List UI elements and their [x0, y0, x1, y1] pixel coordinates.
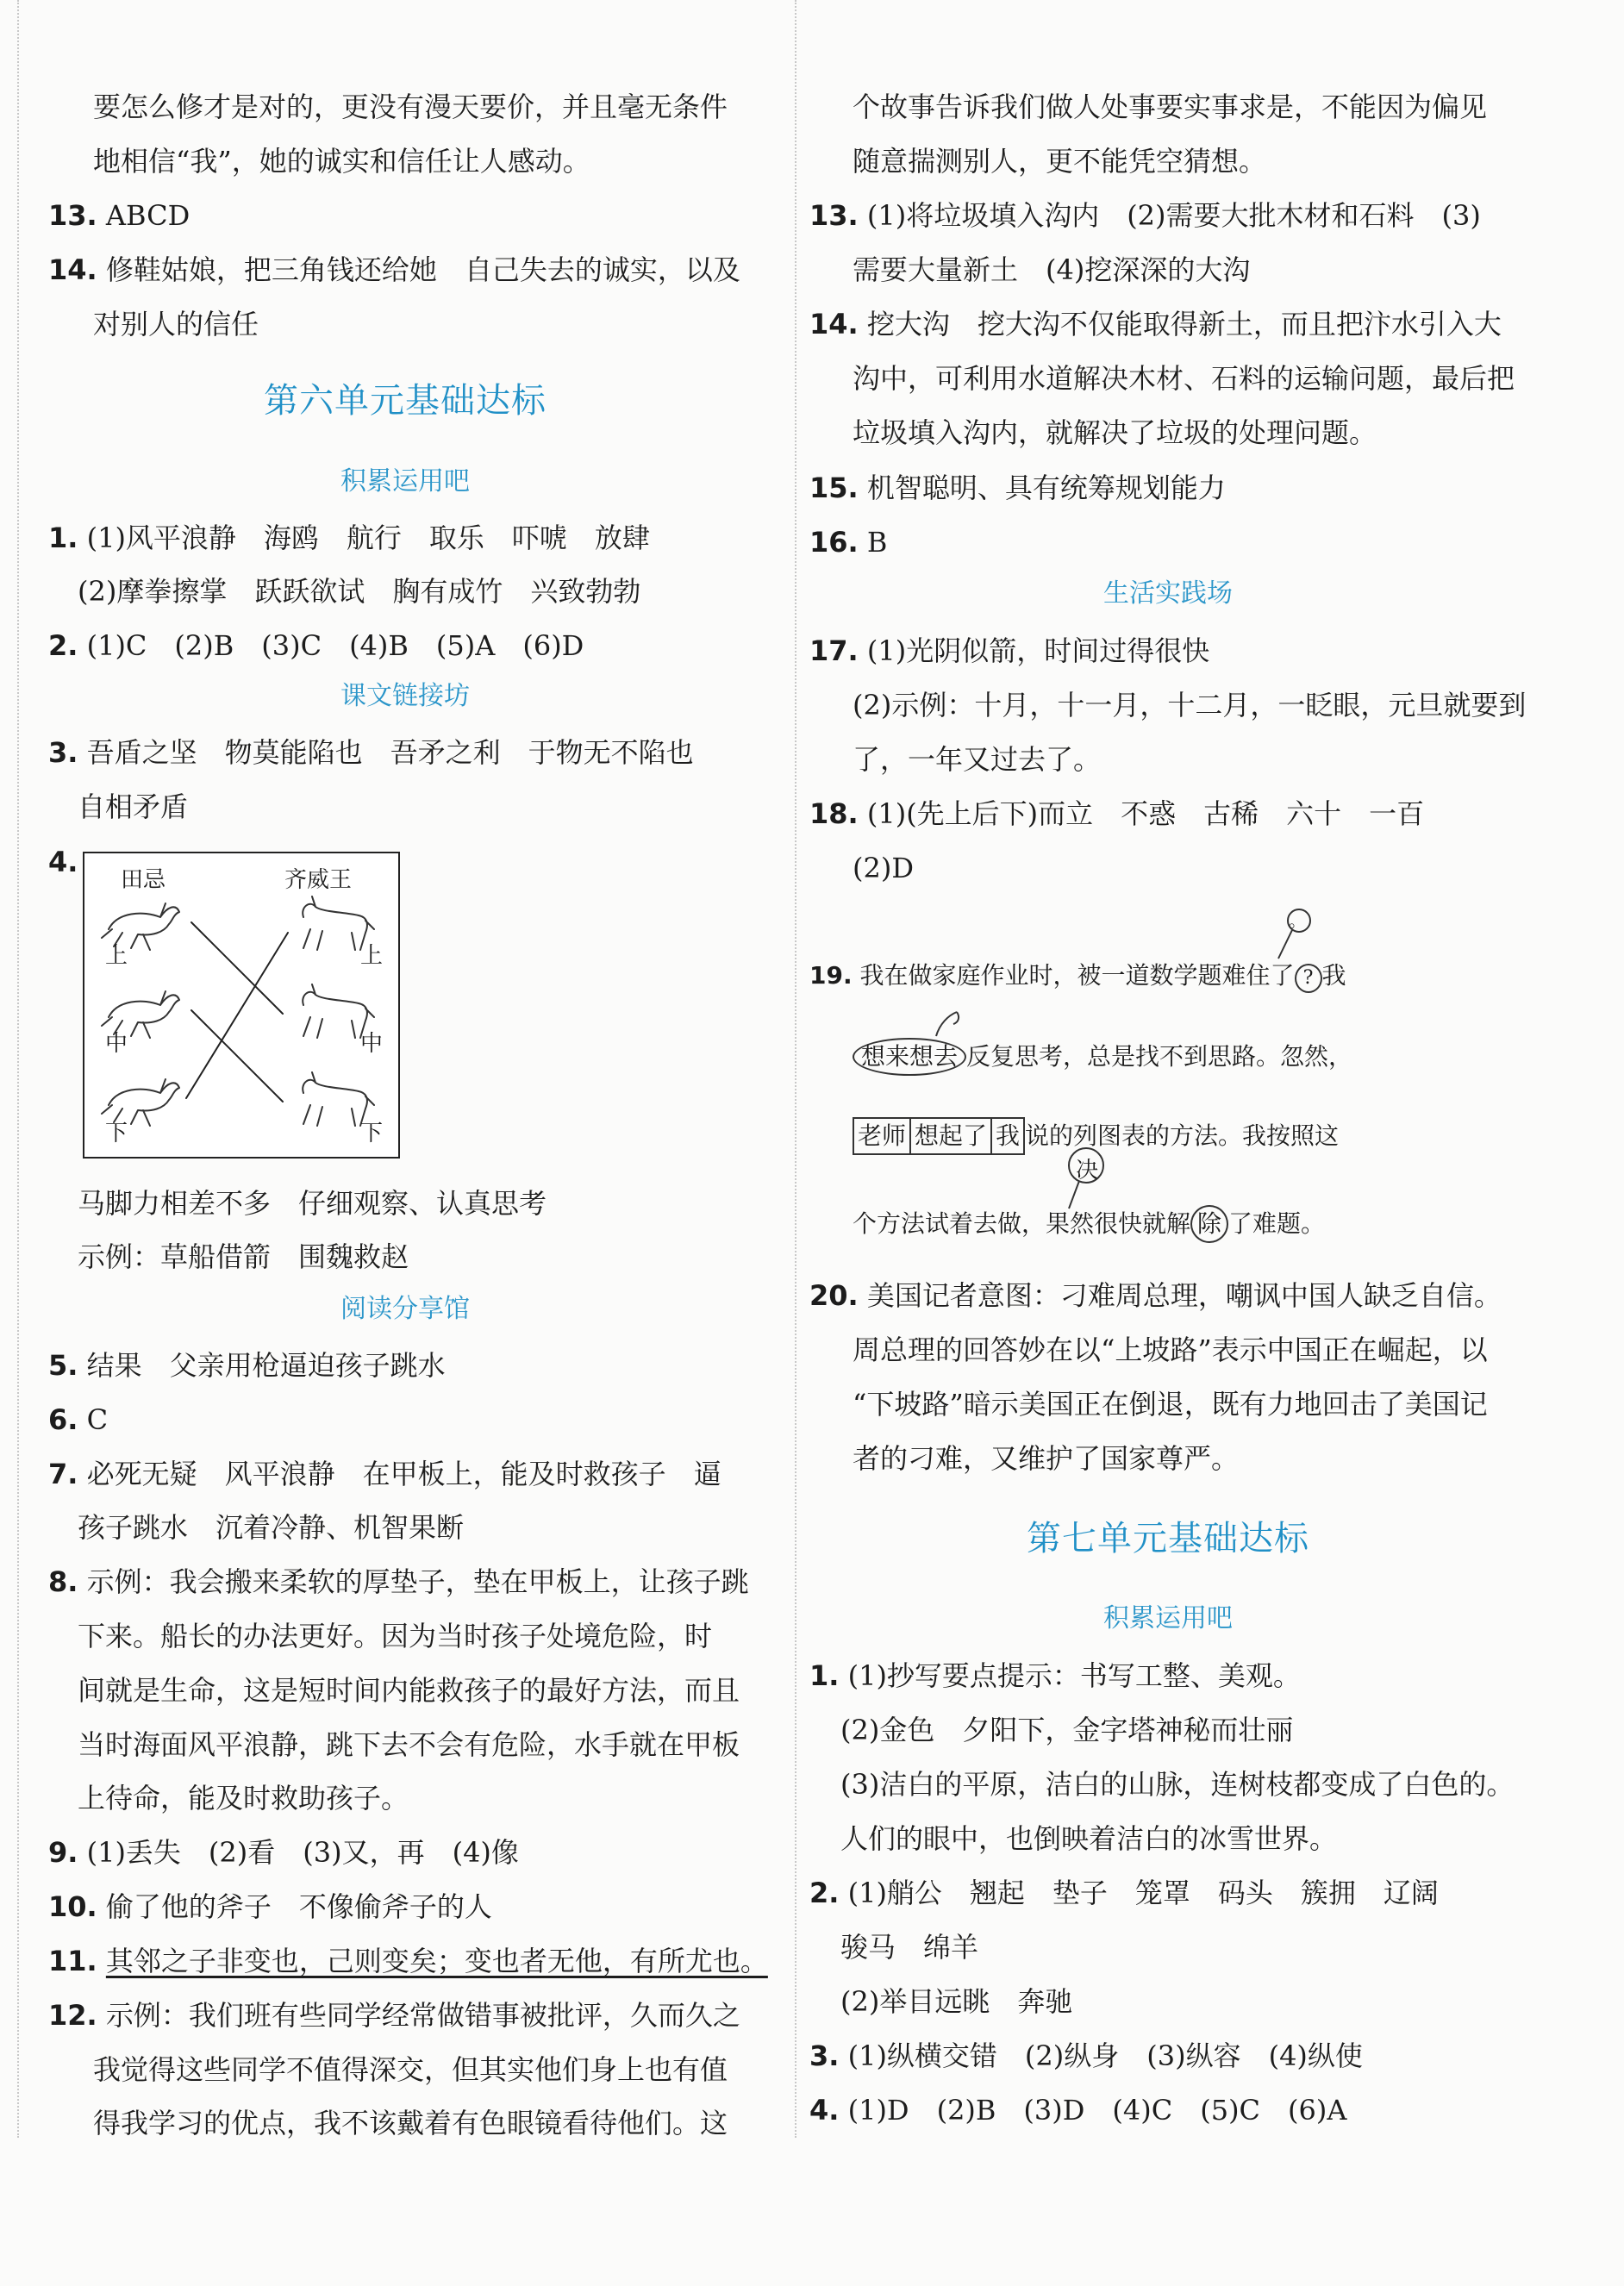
answer-5: 5. 结果 父亲用枪逼迫孩子跳水: [48, 1349, 446, 1382]
answer-12-cont: 我觉得这些同学不值得深交，但其实他们身上也有值: [93, 2053, 728, 2086]
answer-19-line2: 想来想去 反复思考，总是找不到思路。忽然，: [853, 1038, 1352, 1076]
answer-14: 14. 修鞋姑娘，把三角钱还给她 自己失去的诚实，以及: [48, 253, 740, 286]
horse-diagram-drawing: [84, 853, 398, 1157]
continued-text-line: 地相信“我”，她的诚实和信任让人感动。: [93, 145, 590, 178]
answer-8: 8. 示例：我会搬来柔软的厚垫子，垫在甲板上，让孩子跳: [48, 1565, 749, 1598]
diagram-right-title: 齐威王: [284, 867, 353, 893]
answer-7-1: 1. (1)抄写要点提示：书写工整、美观。: [809, 1659, 1301, 1692]
answer-15: 15. 机智聪明、具有统筹规划能力: [809, 472, 1226, 504]
answer-20-cont: “下坡路”暗示美国正在倒退，既有力地回击了美国记: [853, 1388, 1488, 1421]
answer-7-1-cont: 人们的眼中，也倒映着洁白的冰雪世界。: [840, 1822, 1338, 1855]
answer-7-2: 2. (1)艄公 翘起 垫子 笼罩 码头 簇拥 辽阔: [809, 1877, 1439, 1909]
answer-14: 14. 挖大沟 挖大沟不仅能取得新土，而且把汴水引入大: [809, 308, 1502, 340]
answer-7-cont: 孩子跳水 沉着冷静、机智果断: [78, 1511, 465, 1544]
left-margin-rule: [17, 0, 19, 2138]
match-line: [186, 933, 288, 1098]
answer-17-cont: (2)示例：十月，十一月，十二月，一眨眼，元旦就要到: [853, 689, 1527, 721]
column-divider: [795, 0, 796, 2138]
answer-7: 7. 必死无疑 风平浪静 在甲板上，能及时救孩子 逼: [48, 1458, 721, 1490]
section-title-accumulate-7: 积累运用吧: [1103, 1603, 1233, 1633]
unit7-title: 第七单元基础达标: [1027, 1519, 1309, 1558]
answer-12: 12. 示例：我们班有些同学经常做错事被批评，久而久之: [48, 1999, 740, 2032]
answer-9: 9. (1)丢失 (2)看 (3)又，再 (4)像: [48, 1836, 519, 1869]
section-title-reading: 阅读分享馆: [340, 1294, 470, 1324]
label-left-top: 上: [105, 943, 128, 969]
continued-text-line: 随意揣测别人，更不能凭空猜想。: [853, 145, 1267, 178]
answer-19-line4: 个方法试着去做，果然很快就解 除 了难题。: [853, 1205, 1325, 1243]
answer-11: 11. 其邻之子非变也，己则变矣；变也者无他，有所尤也。: [48, 1945, 768, 1977]
boxed-word: 我: [990, 1117, 1025, 1155]
answer-1: 1. (1)风平浪静 海鸥 航行 取乐 吓唬 放肆: [48, 522, 650, 554]
answer-19-line3: 老师 想起了 我 说的列图表的方法。我按照这: [853, 1117, 1339, 1155]
answer-3-cont: 自相矛盾: [78, 790, 189, 823]
label-left-mid: 中: [105, 1031, 128, 1057]
label-right-top: 上: [360, 943, 384, 969]
answer-10: 10. 偷了他的斧子 不像偷斧子的人: [48, 1890, 492, 1923]
answer-17-cont: 了，一年又过去了。: [853, 743, 1102, 776]
answer-18: 18. (1)(先上后下)而立 不惑 古稀 六十 一百: [809, 797, 1425, 830]
boxed-word: 老师: [853, 1117, 909, 1155]
answer-20-cont: 者的刁难，又维护了国家尊严。: [853, 1442, 1240, 1475]
section-title-text-link: 课文链接坊: [340, 681, 470, 711]
section-title-life-practice: 生活实践场: [1103, 578, 1233, 609]
answer-7-1-cont: (3)洁白的平原，洁白的山脉，连树枝都变成了白色的。: [840, 1768, 1515, 1801]
answer-1-cont: (2)摩拳擦掌 跃跃欲试 胸有成竹 兴致勃勃: [78, 575, 641, 608]
diagram-left-title: 田忌: [121, 867, 166, 893]
answer-7-1-cont: (2)金色 夕阳下，金字塔神秘而壮丽: [840, 1714, 1294, 1746]
continued-text-line: 个故事告诉我们做人处事要实事求是，不能因为偏见: [853, 91, 1488, 123]
answer-8-cont: 间就是生命，这是短时间内能救孩子的最好方法，而且: [78, 1674, 740, 1707]
answer-7-3: 3. (1)纵横交错 (2)纵身 (3)纵容 (4)纵使: [809, 2039, 1363, 2072]
section-title-accumulate: 积累运用吧: [340, 466, 470, 497]
answer-8-cont: 上待命，能及时救助孩子。: [78, 1782, 409, 1814]
match-line: [191, 922, 283, 1014]
label-left-bottom: 下: [105, 1121, 128, 1146]
answer-14-cont: 垃圾填入沟内，就解决了垃圾的处理问题。: [853, 416, 1377, 449]
answer-20: 20. 美国记者意图：刁难周总理，嘲讽中国人缺乏自信。: [809, 1279, 1502, 1312]
answer-12-cont: 得我学习的优点，我不该戴着有色眼镜看待他们。这: [93, 2107, 728, 2139]
circled-char: 除: [1190, 1205, 1228, 1243]
answer-2: 2. (1)C (2)B (3)C (4)B (5)A (6)D: [48, 629, 584, 662]
answer-4-line2: 示例：草船借箭 围魏救赵: [78, 1240, 409, 1273]
continued-text-line: 要怎么修才是对的，更没有漫天要价，并且毫无条件: [93, 91, 728, 123]
insert-character: 决: [1076, 1158, 1099, 1184]
answer-4-line1: 马脚力相差不多 仔细观察、认真思考: [78, 1187, 547, 1220]
unit6-title: 第六单元基础达标: [264, 381, 547, 421]
answer-14-cont: 对别人的信任: [93, 308, 259, 340]
answer-19-line1: 19. 我在做家庭作业时，被一道数学题难住了 ? 我: [809, 959, 1346, 993]
swap-mark: 想起了: [909, 1117, 990, 1155]
answer-7-2-cont: 骏马 绵羊: [840, 1931, 979, 1964]
answer-14-cont: 沟中，可利用水道解决木材、石料的运输问题，最后把: [853, 362, 1515, 395]
answer-20-cont: 周总理的回答妙在以“上坡路”表示中国正在崛起，以: [853, 1334, 1488, 1366]
answer-7-2-cont: (2)举目远眺 奔驰: [840, 1985, 1073, 2018]
answer-6: 6. C: [48, 1403, 109, 1436]
proof-mark-delete: [931, 1007, 965, 1041]
label-right-mid: 中: [360, 1031, 384, 1057]
match-line: [191, 1010, 283, 1102]
circled-word: 想来想去: [853, 1038, 966, 1076]
answer-17: 17. (1)光阴似箭，时间过得很快: [809, 634, 1210, 667]
answer-16: 16. B: [809, 526, 888, 559]
answer-3: 3. 吾盾之坚 物莫能陷也 吾矛之利 于物无不陷也: [48, 736, 694, 769]
answer-13: 13. ABCD: [48, 199, 191, 232]
answer-4-num: 4.: [48, 846, 78, 878]
label-right-bottom: 下: [360, 1121, 384, 1146]
horse-race-diagram: [83, 852, 400, 1159]
answer-8-cont: 当时海面风平浪静，跳下去不会有危险，水手就在甲板: [78, 1728, 740, 1761]
answer-7-4: 4. (1)D (2)B (3)D (4)C (5)C (6)A: [809, 2094, 1347, 2127]
answer-13-cont: 需要大量新土 (4)挖深深的大沟: [853, 253, 1251, 286]
answer-13: 13. (1)将垃圾填入沟内 (2)需要大批木材和石料 (3): [809, 199, 1481, 232]
answer-18-cont: (2)D: [853, 852, 914, 884]
answer-8-cont: 下来。船长的办法更好。因为当时孩子处境危险，时: [78, 1620, 713, 1652]
proof-mark-period-char: 。: [1289, 910, 1306, 931]
mark-circle: ?: [1295, 964, 1322, 993]
